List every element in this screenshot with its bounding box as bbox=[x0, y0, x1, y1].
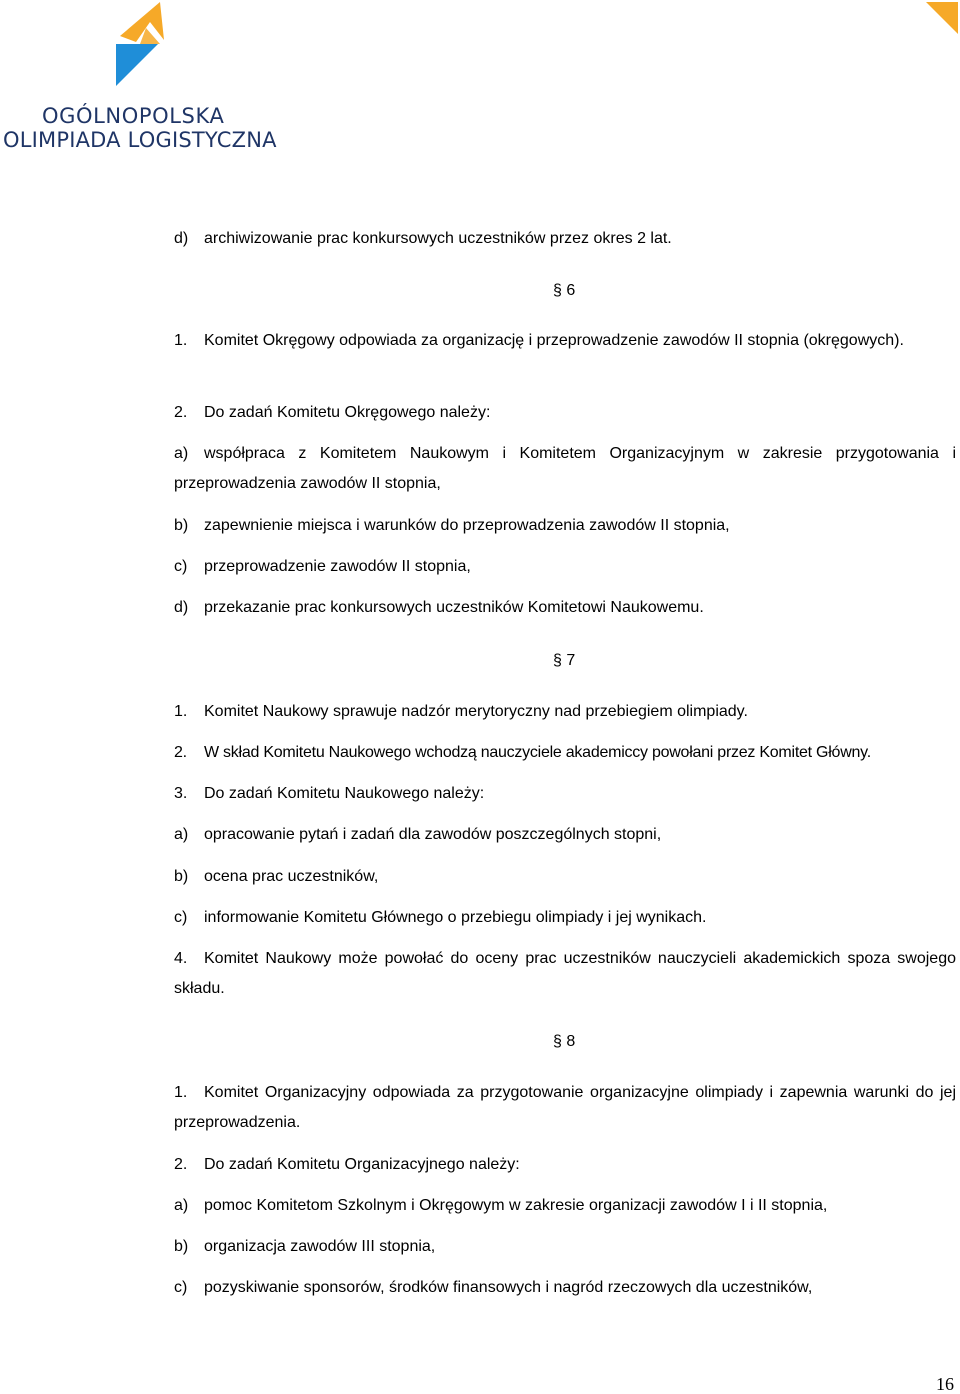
list-text: informowanie Komitetu Głównego o przebiegu olimpiady i jej wynikach. bbox=[204, 909, 707, 926]
paragraph-7-1 bbox=[174, 702, 748, 722]
list-label: 2. bbox=[174, 1156, 188, 1173]
list-item-8c bbox=[174, 1278, 812, 1298]
list-label: c) bbox=[174, 1279, 188, 1296]
paragraph-text: Komitet Naukowy może powołać do oceny prac uczestników nauczycieli akademickich spoza swojego składu. bbox=[174, 950, 956, 997]
list-item-6b bbox=[174, 516, 730, 536]
logo-mark-icon bbox=[112, 0, 168, 90]
list-label: d) bbox=[174, 230, 189, 247]
page-number: 16 bbox=[936, 1374, 954, 1394]
list-label: a) bbox=[174, 826, 189, 843]
list-label: 1. bbox=[174, 703, 188, 720]
paragraph-text: Do zadań Komitetu Organizacyjnego należy: bbox=[204, 1156, 520, 1173]
paragraph-8-1 bbox=[174, 1078, 956, 1138]
list-label: b) bbox=[174, 868, 189, 885]
list-text: zapewnienie miejsca i warunków do przeprowadzenia zawodów II stopnia, bbox=[204, 517, 730, 534]
list-item-8b bbox=[174, 1237, 435, 1257]
list-item-8a bbox=[174, 1196, 827, 1216]
paragraph-text: W skład Komitetu Naukowego wchodzą nauczyciele akademiccy powołani przez Komitet Główny. bbox=[204, 744, 871, 761]
section-heading-8: § 8 bbox=[553, 1033, 576, 1050]
paragraph-text: Komitet Okręgowy odpowiada za organizację i przeprowadzenie zawodów II stopnia (okręgowych). bbox=[204, 332, 904, 349]
list-label: 1. bbox=[174, 1084, 188, 1101]
list-text: opracowanie pytań i zadań dla zawodów poszczególnych stopni, bbox=[204, 826, 662, 843]
corner-triangle-icon bbox=[926, 2, 958, 34]
list-item-6d bbox=[174, 598, 704, 618]
list-text: przekazanie prac konkursowych uczestników Komitetowi Naukowemu. bbox=[204, 599, 704, 616]
list-label: d) bbox=[174, 599, 189, 616]
list-label: a) bbox=[174, 1197, 189, 1214]
list-label: b) bbox=[174, 1238, 189, 1255]
list-text: przeprowadzenie zawodów II stopnia, bbox=[204, 558, 471, 575]
paragraph-text: Do zadań Komitetu Naukowego należy: bbox=[204, 785, 485, 802]
list-text: pozyskiwanie sponsorów, środków finansowych i nagród rzeczowych dla uczestników, bbox=[204, 1279, 813, 1296]
olympiad-logo bbox=[0, 0, 280, 160]
list-text: współpraca z Komitetem Naukowym i Komitetem Organizacyjnym w zakresie przygotowania i przeprowadzenia zawodów II stopnia, bbox=[174, 445, 956, 492]
list-label: c) bbox=[174, 558, 188, 575]
list-label: b) bbox=[174, 517, 189, 534]
list-label: 2. bbox=[174, 744, 187, 761]
list-text: pomoc Komitetom Szkolnym i Okręgowym w zakresie organizacji zawodów I i II stopnia, bbox=[204, 1197, 828, 1214]
list-text: ocena prac uczestników, bbox=[204, 868, 379, 885]
list-label: 1. bbox=[174, 332, 188, 349]
list-label: a) bbox=[174, 445, 189, 462]
list-label: 3. bbox=[174, 785, 188, 802]
section-heading-7: § 7 bbox=[553, 652, 576, 669]
paragraph-7-2 bbox=[174, 743, 871, 763]
list-item-6a bbox=[174, 439, 956, 499]
paragraph-8-2 bbox=[174, 1155, 520, 1175]
list-item-6c bbox=[174, 557, 471, 577]
paragraph-6-2 bbox=[174, 403, 490, 423]
list-label: 2. bbox=[174, 404, 188, 421]
paragraph-7-4 bbox=[174, 944, 956, 1004]
paragraph-text: Do zadań Komitetu Okręgowego należy: bbox=[204, 404, 491, 421]
paragraph-text: Komitet Organizacyjny odpowiada za przygotowanie organizacyjne olimpiady i zapewnia warunki do jej przeprowadzenia. bbox=[174, 1084, 956, 1131]
list-text: archiwizowanie prac konkursowych uczestników przez okres 2 lat. bbox=[204, 230, 672, 247]
list-item-7a bbox=[174, 825, 661, 845]
paragraph-6-1 bbox=[174, 326, 956, 356]
list-text: organizacja zawodów III stopnia, bbox=[204, 1238, 436, 1255]
list-item-archive bbox=[174, 229, 672, 249]
paragraph-text: Komitet Naukowy sprawuje nadzór merytoryczny nad przebiegiem olimpiady. bbox=[204, 703, 748, 720]
logo-text-line2: OLIMPIADA LOGISTYCZNA bbox=[3, 128, 277, 152]
list-label: c) bbox=[174, 909, 188, 926]
list-item-7b bbox=[174, 867, 378, 887]
list-label: 4. bbox=[174, 950, 188, 967]
paragraph-7-3 bbox=[174, 784, 484, 804]
section-heading-6: § 6 bbox=[553, 282, 576, 299]
logo-text-line1: OGÓLNOPOLSKA bbox=[42, 104, 225, 128]
list-item-7c bbox=[174, 908, 706, 928]
